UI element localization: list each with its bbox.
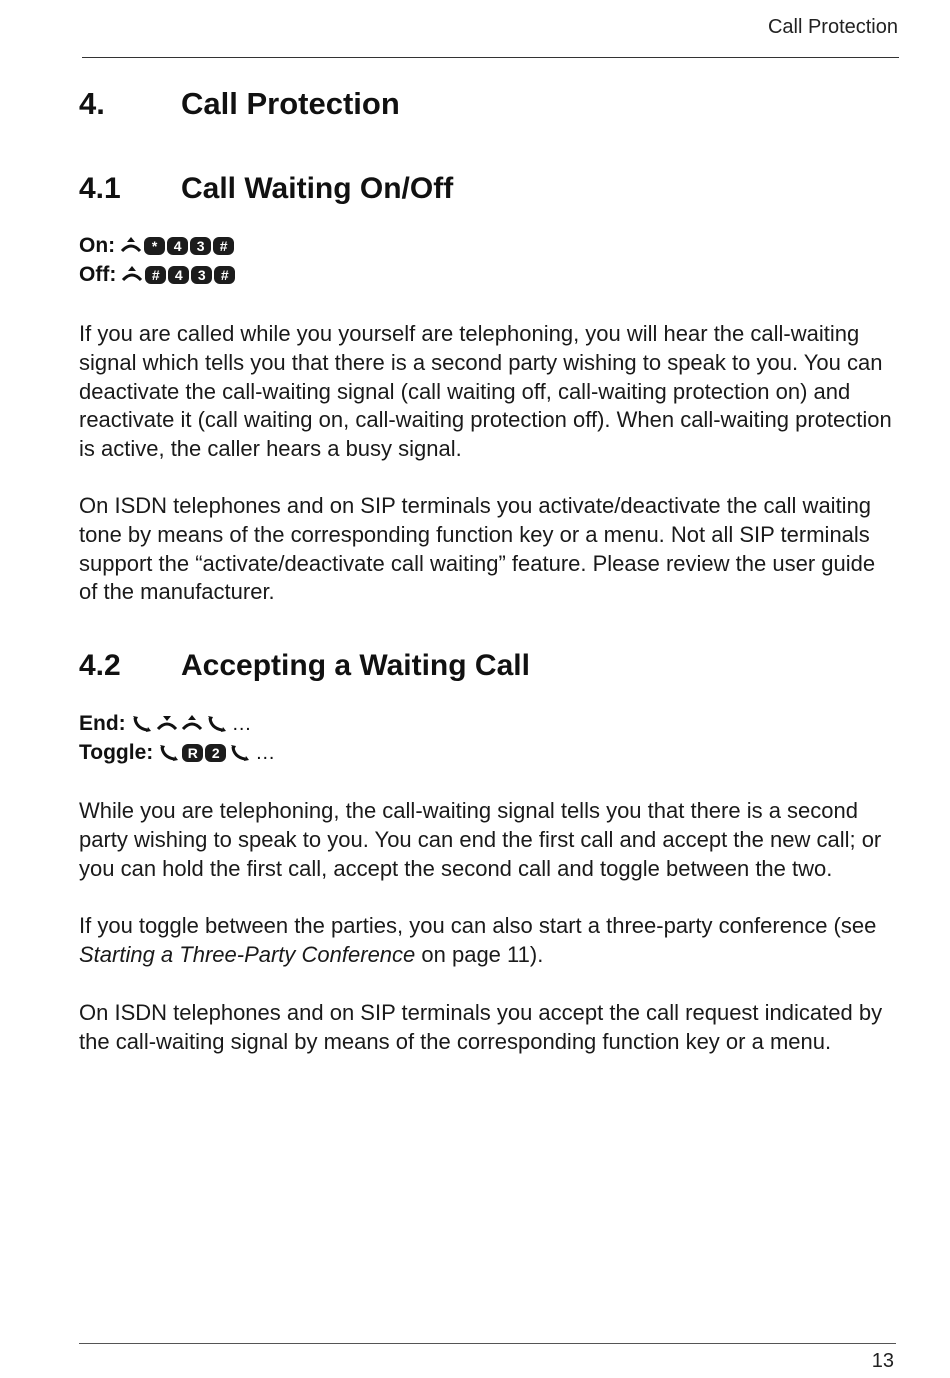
end-label: End: — [79, 712, 126, 735]
key-2: 2 — [205, 744, 226, 762]
call-tone-icon — [157, 743, 181, 763]
header-rule — [82, 57, 899, 58]
chapter-number: 4. — [79, 86, 105, 121]
key-hash: # — [145, 266, 166, 284]
section-number: 4.2 — [79, 649, 121, 682]
running-head: Call Protection — [767, 16, 898, 38]
ellipsis: … — [231, 712, 252, 735]
chapter-title: Call Protection — [181, 86, 400, 121]
handset-lift-icon — [180, 714, 204, 734]
call-tone-icon — [205, 714, 229, 734]
page-number: 13 — [871, 1350, 894, 1372]
paragraph-accepting-terminals: On ISDN telephones and on SIP terminals you accept the call request indicated by the call-waiting signal by means of the corresponding function key or a menu. — [79, 1000, 883, 1054]
paragraph-three-party-reference — [79, 912, 899, 970]
chapter-heading — [79, 86, 400, 122]
handset-lift-icon — [119, 236, 143, 256]
ellipsis: … — [255, 741, 276, 764]
call-waiting-off-sequence — [79, 263, 237, 287]
hang-up-icon — [155, 714, 179, 734]
key-4: 4 — [168, 266, 189, 284]
cross-reference-link[interactable]: Starting a Three-Party Conference — [79, 941, 416, 967]
toggle-label: Toggle: — [79, 741, 154, 764]
key-3: 3 — [191, 266, 212, 284]
paragraph-accepting-intro: While you are telephoning, the call-waiting signal tells you that there is a second party wishing to speak to you. You can end the first call and accept the new call; or you can hold the first call, accept the second call and toggle between the two. — [79, 798, 882, 881]
off-label: Off: — [79, 263, 117, 286]
handset-lift-icon — [120, 265, 144, 285]
paragraph-call-waiting-terminals: On ISDN telephones and on SIP terminals you activate/deactivate the call waiting tone by means of the corresponding function key or a menu. Not all SIP terminals support the “activate/deactivate call waiting” feature. Please review the user guide of the manufacturer. — [79, 493, 876, 605]
reference-suffix: on page 11). — [415, 941, 544, 967]
call-tone-icon — [228, 743, 252, 763]
reference-prefix: If you toggle between the parties, you can also start a three-party conference (see — [79, 913, 877, 938]
key-hash: # — [214, 266, 235, 284]
key-hash: # — [213, 237, 234, 255]
section-heading-4-1 — [79, 172, 453, 206]
section-heading-4-2 — [79, 649, 530, 683]
on-label: On: — [79, 234, 116, 257]
toggle-sequence — [79, 741, 275, 765]
section-title: Call Waiting On/Off — [181, 172, 454, 205]
key-r: R — [182, 744, 203, 762]
key-3: 3 — [190, 237, 211, 255]
end-sequence — [79, 712, 252, 736]
key-star: * — [144, 237, 165, 255]
footer-rule — [79, 1343, 896, 1344]
section-title: Accepting a Waiting Call — [181, 649, 530, 682]
call-tone-icon — [130, 714, 154, 734]
call-waiting-on-sequence — [79, 234, 236, 258]
section-number: 4.1 — [79, 172, 121, 205]
paragraph-call-waiting-intro: If you are called while you yourself are telephoning, you will hear the call-waiting signal which tells you that there is a second party wishing to speak to you. You can deactivate the call-waiting signal (call waiting off, call-waiting protection on) and reactivate it (call waiting on, call-waiting protection off). When call-waiting protection is active, the caller hears a busy signal. — [79, 321, 892, 462]
key-4: 4 — [167, 237, 188, 255]
